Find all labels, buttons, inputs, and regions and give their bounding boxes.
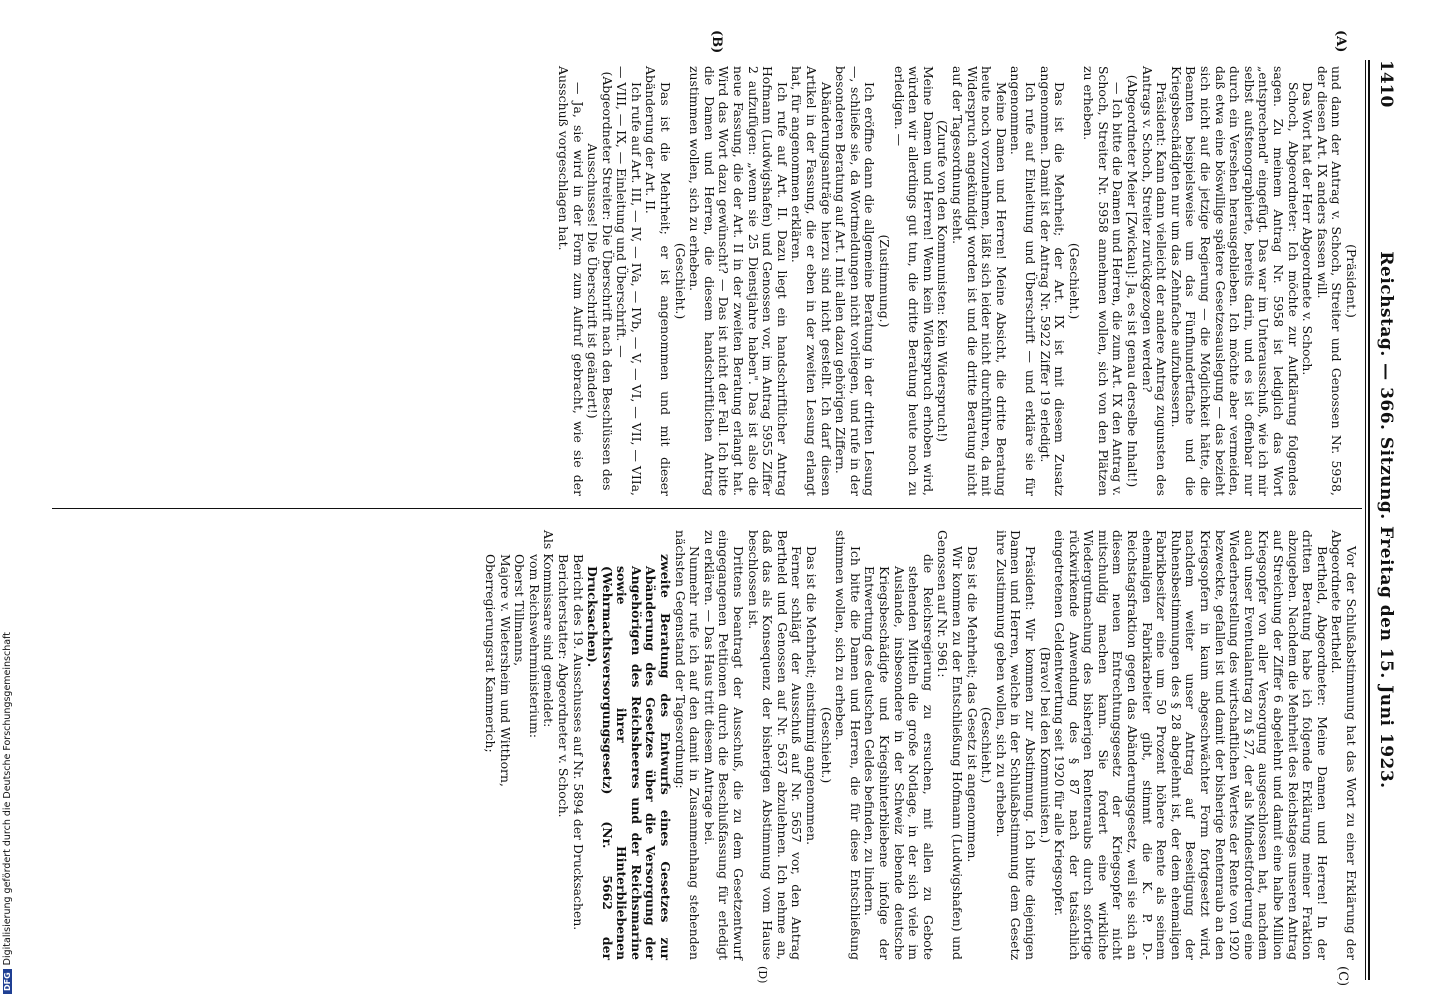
paragraph: Das ist die Mehrheit; einstimmig angenommen. <box>804 546 820 846</box>
right-column <box>482 530 1358 960</box>
paragraph: Ich eröffne dann die allgemeine Beratung in der dritten Lesung —, schließe sie, da Wortmeldungen nicht vorliegen, und rufe in der besonderen Beratung auf Art. I mit allen dazu gehörigen Ziffern. <box>833 66 878 496</box>
paragraph: Vor der Schlußabstimmung hat das Wort zu einer Erklärung der Abgeordnete Bertheld. <box>1329 530 1359 960</box>
paragraph: Ich rufe auf Einleitung und Überschrift — und erkläre sie für angenommen. <box>1008 66 1038 496</box>
paragraph: Das ist die Mehrheit; der Art. IX ist mit diesem Zusatz angenommen. Damit ist der Antrag Nr. 5922 Ziffer 19 erledigt. <box>1037 66 1068 496</box>
paragraph: — Ich bitte die Damen und Herren, die zum Art. IX den Antrag v. Schoch, Streiter Nr. 5958 annehmen wollen, sich von den Plätzen zu erheben. <box>1081 66 1126 496</box>
paragraph: (Geschieht.) <box>1066 242 1082 320</box>
paragraph: und dann der Antrag v. Schoch, Streiter und Genossen Nr. 5958, der diesen Art. IX anders fassen will. <box>1314 66 1345 496</box>
paragraph: zweite Beratung des Entwurfs eines Gesetzes zur Abänderung des Gesetzes über die Versorgung der Angehörigen des Reichsheeres und der Reichsmarine sowie ihrer Hinterbliebenen (Wehrmachtsversorgungsgesetz) (Nr. 5662 der Drucksachen). <box>585 554 674 960</box>
paragraph: (Geschieht.) <box>818 706 834 784</box>
paragraph: Berichterstatter: Abgeordneter v. Schoch. <box>555 554 571 818</box>
paragraph: (Geschieht.) <box>672 242 688 320</box>
margin-mark-b: (B) <box>709 30 724 54</box>
dfg-credit <box>0 0 14 1000</box>
paragraph: Ich rufe auf Art. II. Dazu liegt ein handschriftlicher Antrag Hofmann (Ludwigshafen) und Genossen vor, im Antrag 5955 Ziffer 2 aufzufügen: „wenn sie 25 Dienstjahre haben". Das ist also die neue Fassung, die der Art. II in der zweiten Beratung erlangt hat. Wird das Wort dazu gewünscht? — Das ist nicht der Fall. Ich bitte die Damen und Herren, die diesem handschriftlichen Antrag zustimmen wollen, sich zu erheben. <box>687 66 790 496</box>
dfg-logo: DFG <box>3 969 12 994</box>
paragraph: (Bravo! bei den Kommunisten.) <box>1037 646 1053 844</box>
left-column <box>555 66 1358 496</box>
margin-mark-a: (A) <box>1333 30 1348 53</box>
paragraph: (Geschieht.) <box>979 706 995 784</box>
paragraph: vom Reichswehrministerium: <box>526 554 542 739</box>
paragraph: Wir kommen zu der Entschließung Hofmann (Ludwigshafen) und Genossen auf Nr. 5961: <box>935 530 965 960</box>
paragraph: Präsident: Kann dann vielleicht der andere Antrag zugunsten des Antrags v. Schoch, Streiter zurückgezogen werden? <box>1139 66 1170 496</box>
paragraph: Oberst Tillmanns, <box>512 554 528 667</box>
margin-mark-d: (D) <box>756 966 769 984</box>
paragraph: (Abgeordneter Streiter: Die Überschrift nach den Beschlüssen des Ausschusses! Die Überschrift ist geändert!) <box>585 71 615 491</box>
paragraph: — Ja, sie wird in der Form zum Aufruf gebracht, wie sie der Ausschuß vorgeschlagen hat. <box>555 66 586 496</box>
page-number: 1410 <box>1376 60 1396 108</box>
paragraph: Abänderungsanträge hierzu sind nicht gestellt. Ich darf diesen Artikel in der Fassung, die er eben in der zweiten Lesung erlangt hat, für angenommen erklären. <box>789 66 834 496</box>
paragraph: Meine Damen und Herren! Meine Absicht, die dritte Beratung heute noch vorzunehmen, läßt sich leider nicht durchführen, da mit Widerspruch angekündigt worden ist und die dritte Beratung nicht auf der Tagesordnung steht. <box>949 66 1009 496</box>
paragraph: die Reichsregierung zu ersuchen, mit allen zu Gebote stehenden Mitteln die große Notlage, in der sich viele im Auslande, insbesondere in der Schweiz lebende deutsche Kriegsbeschädigte und Kriegshinterbliebene infolge der Entwertung des deutschen Geldes befinden, zu lindern. <box>862 554 936 960</box>
paragraph: Als Kommissare sind gemeldet: <box>541 530 557 728</box>
paragraph: Majore v. Wietersheim und Witthorn, <box>497 554 513 787</box>
running-title: Reichstag. — 366. Sitzung. Freitag den 15. Juni 1923. <box>1376 251 1396 789</box>
paragraph: Ferner schlägt der Ausschuß auf Nr. 5657 vor, den Antrag Bertheld und Genossen auf Nr. 5637 abzulehnen. Ich nehme an, daß das als Konsequenz der bisherigen Abstimmung vom Hause beschlossen ist. <box>745 530 805 960</box>
paragraph: Das ist die Mehrheit; das Gesetz ist angenommen. <box>964 546 980 863</box>
header-rule-thin <box>1365 60 1366 980</box>
paragraph: Das Wort hat der Herr Abgeordnete v. Schoch. <box>1300 82 1316 376</box>
paragraph: Meine Damen und Herren! Wenn kein Widerspruch erhoben wird, würden wir allerdings gut tun, die dritte Beratung heute noch zu erledigen. — <box>891 66 936 496</box>
column-divider <box>52 508 1362 509</box>
rotated-page <box>14 0 1414 1000</box>
paragraph: Ich rufe auf Art. III, — IV, — IVa, — IVb, — V, — VI, — VII, — VIIa, — VIII, — IX, — Einleitung und Überschrift. — <box>614 66 644 496</box>
margin-mark-c: (C) <box>1335 966 1350 987</box>
paragraph: Nunmehr rufe ich auf den damit in Zusammenhang stehenden nächsten Gegenstand der Tagesordnung: <box>672 530 703 960</box>
paragraph: (Zurufe von den Kommunisten: Kein Widerspruch!) <box>935 119 951 443</box>
paragraph: Präsident: Wir kommen zur Abstimmung. Ich bitte diejenigen Damen und Herren, welche in der Schlußabstimmung dem Gesetz ihre Zustimmung geben wollen, sich zu erheben. <box>993 530 1038 960</box>
dfg-credit-text: Digitalisierung gefördert durch die Deutsche Forschungsgemeinschaft <box>2 632 13 966</box>
paragraph: (Präsident.) <box>1344 244 1359 318</box>
paragraph: Das ist die Mehrheit; er ist angenommen und mit dieser Abänderung der Art. II. <box>643 66 674 496</box>
paragraph: Ich bitte die Damen und Herren, die für diese Entschließung stimmen wollen, sich zu erheben. <box>833 530 863 960</box>
paragraph: (Abgeordneter Meier [Zwickau]: Ja, es ist genau derselbe Inhalt!) <box>1125 74 1141 488</box>
paragraph: Bertheld, Abgeordneter: Meine Damen und Herren! In der dritten Beratung habe ich folgende Erklärung meiner Fraktion abzugeben. Nachdem die Mehrheit des Reichstages unseren Antrag auf Streichung der Ziffer 6 abgelehnt und damit eine halbe Million Kriegsopfer von aller Versorgung ausgeschlossen hat, nachdem auch unser Eventualantrag zu § 27, der als Mindestforderung eine Wiederherstellung des wirtschaftlichen Wertes der Rente von 1920 bezweckte, gefallen ist und damit der bisherige Rentenraub an den Kriegsopfern in kaum abgeschwächter Form fortgesetzt wird, nachdem weiter unser Antrag auf Beseitigung der Ruhensbestimmungen des § 28 abgelehnt ist, der dem ehemaligen Fabrikbesitzer eine um 50 Prozent höhere Rente als seinem ehemaligen Fabrikarbeiter gibt, stimmt die K. P. D.-Reichstagsfraktion gegen das Abänderungsgesetz, weil sie sich an diesem neuen Entrechtungsgesetz der Kriegsopfer nicht mitschuldig machen kann. Sie fordert eine wirkliche Wiedergutmachung des bisherigen Rentenraubs durch sofortige rückwirkende Anwendung des § 87 nach der tatsächlich eingetretenen Geldentwertung seit 1920 für alle Kriegsopfer. <box>1052 530 1330 960</box>
page-header <box>1370 60 1396 980</box>
paragraph: Oberregierungsrat Kammerich; <box>482 554 498 753</box>
paragraph: Drittens beantragt der Ausschuß, die zu dem Gesetzentwurf eingegangenen Petitionen durch die Beschlußfassung für erledigt zu erklären. — Das Haus tritt diesem Antrage bei. <box>701 530 747 960</box>
paragraph: (Zustimmung.) <box>877 234 892 328</box>
paragraph: Schoch, Abgeordneter: Ich möchte zur Aufklärung folgendes sagen. Zu meinem Antrag Nr. 5958 ist lediglich das Wort „entsprechend" eingefügt. Das war im Unterausschuß, wie ich mir selbst aufstenographierte, bereits darin, und es ist offenbar nur durch ein Versehen herausgeblieben. Ich möchte aber vermeiden, daß etwa eine böswillige spätere Gesetzesauslegung — das bezieht sich nicht auf die jetzige Regierung — die Möglichkeit hätte, die Beamten beispielsweise um das Fünfhundertfache und die Kriegsbeschädigten nur um das Zehnfache aufzubessern. <box>1168 66 1301 496</box>
paragraph: Bericht des 19. Ausschusses auf Nr. 5894 der Drucksachen. <box>570 554 586 931</box>
header-rule <box>1368 60 1370 980</box>
